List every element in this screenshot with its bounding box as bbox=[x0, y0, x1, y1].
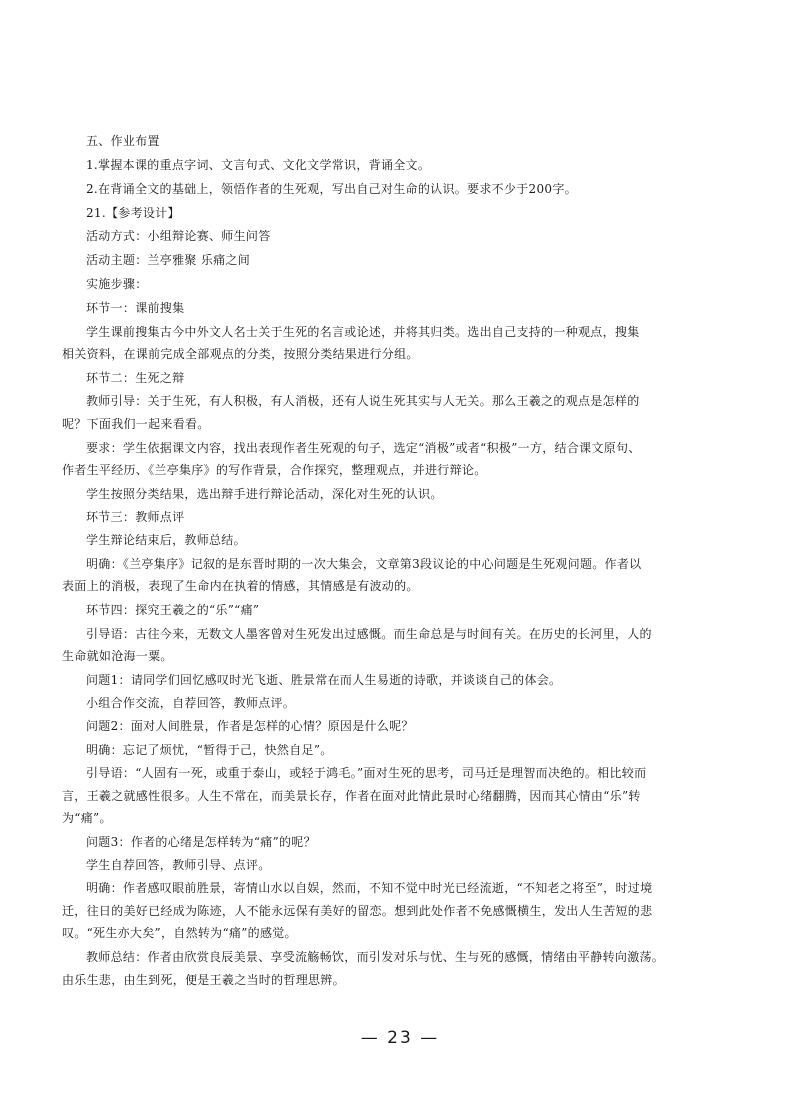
reference-design-heading: 21.【参考设计】 bbox=[86, 206, 180, 220]
paragraph-line: 教师引导：关于生死，有人积极，有人消极，还有人说生死其实与人无关。那么王羲之的观点是怎样的 bbox=[86, 394, 640, 408]
paragraph-line: 相关资料，在课前完成全部观点的分类，按照分类结果进行分组。 bbox=[62, 347, 419, 361]
homework-item-2: 2.在背诵全文的基础上，领悟作者的生死观，写出自己对生命的认识。要求不少于200字。 bbox=[86, 182, 577, 196]
paragraph-line: 为“痛”。 bbox=[62, 811, 112, 825]
paragraph-line: 引导语：“人固有一死，或重于泰山，或轻于鸿毛。”面对生死的思考，司马迁是理智而决绝的。相比较而 bbox=[86, 766, 647, 780]
paragraph-line: 明确：忘记了烦忧，“暂得于己，快然自足”。 bbox=[86, 743, 333, 757]
paragraph-line: 学生自荐回答，教师引导、点评。 bbox=[86, 858, 271, 872]
section-heading-homework: 五、作业布置 bbox=[86, 134, 160, 148]
paragraph-line: 明确：《兰亭集序》记叙的是东晋时期的一次大集会，文章第3段议论的中心问题是生死观问题。作者以 bbox=[86, 557, 642, 571]
paragraph-line: 学生课前搜集古今中外文人名士关于生死的名言或论述，并将其归类。选出自己支持的一种观点，搜集 bbox=[86, 325, 640, 339]
paragraph-line: 由乐生悲，由生到死，便是王羲之当时的哲理思辨。 bbox=[62, 973, 345, 987]
implementation-steps: 实施步骤： bbox=[86, 277, 148, 291]
paragraph-line: 呢？下面我们一起来看看。 bbox=[62, 417, 210, 431]
activity-theme: 活动主题：兰亭雅聚 乐痛之间 bbox=[86, 253, 251, 267]
question-1: 问题1：请同学们回忆感叹时光飞逝、胜景常在而人生易逝的诗歌，并谈谈自己的体会。 bbox=[86, 673, 562, 687]
paragraph-line: 引导语：古往今来，无数文人墨客曾对生死发出过感慨。而生命总是与时间有关。在历史的长河里，人的 bbox=[86, 627, 652, 641]
page-number: — 23 — bbox=[360, 1028, 440, 1048]
paragraph-line: 学生按照分类结果，选出辩手进行辩论活动，深化对生死的认识。 bbox=[86, 487, 443, 501]
paragraph-line: 生命就如沧海一粟。 bbox=[62, 649, 173, 663]
step-3-heading: 环节三：教师点评 bbox=[86, 510, 185, 524]
step-4-heading: 环节四：探究王羲之的“乐”“痛” bbox=[86, 603, 260, 617]
homework-item-1: 1.掌握本课的重点字词、文言句式、文化文学常识，背诵全文。 bbox=[86, 158, 431, 172]
activity-format: 活动方式：小组辩论赛、师生问答 bbox=[86, 229, 271, 243]
step-1-heading: 环节一：课前搜集 bbox=[86, 301, 185, 315]
paragraph-line: 学生辩论结束后，教师总结。 bbox=[86, 533, 246, 547]
paragraph-line: 言，王羲之就感性很多。人生不常在，而美景长存，作者在面对此情此景时心绪翻腾，因而其心情由“乐”转 bbox=[62, 789, 641, 803]
question-2: 问题2：面对人间胜景，作者是怎样的心情？原因是什么呢？ bbox=[86, 719, 414, 733]
paragraph-line: 小组合作交流，自荐回答，教师点评。 bbox=[86, 696, 296, 710]
paragraph-line: 教师总结：作者由欣赏良辰美景、享受流觞畅饮，而引发对乐与忧、生与死的感慨，情绪由平静转向激荡。 bbox=[86, 950, 665, 964]
paragraph-line: 要求：学生依据课文内容，找出表现作者生死观的句子，选定“消极”或者“积极”一方，结合课文原句、 bbox=[86, 441, 641, 455]
paragraph-line: 表面上的消极，表现了生命内在执着的情感，其情感是有波动的。 bbox=[62, 579, 419, 593]
paragraph-line: 迁，往日的美好已经成为陈迹，人不能永远保有美好的留恋。想到此处作者不免感慨横生，发出人生苦短的悲 bbox=[62, 904, 653, 918]
paragraph-line: 作者生平经历、《兰亭集序》的写作背景，合作探究，整理观点，并进行辩论。 bbox=[62, 463, 487, 477]
paragraph-line: 叹。“死生亦大矣”，自然转为“痛”的感觉。 bbox=[62, 926, 297, 940]
paragraph-line: 明确：作者感叹眼前胜景，寄情山水以自娱，然而，不知不觉中时光已经流逝，“不知老之将至”，时过境 bbox=[86, 881, 653, 895]
question-3: 问题3：作者的心绪是怎样转为“痛”的呢？ bbox=[86, 835, 316, 849]
step-2-heading: 环节二：生死之辩 bbox=[86, 371, 185, 385]
